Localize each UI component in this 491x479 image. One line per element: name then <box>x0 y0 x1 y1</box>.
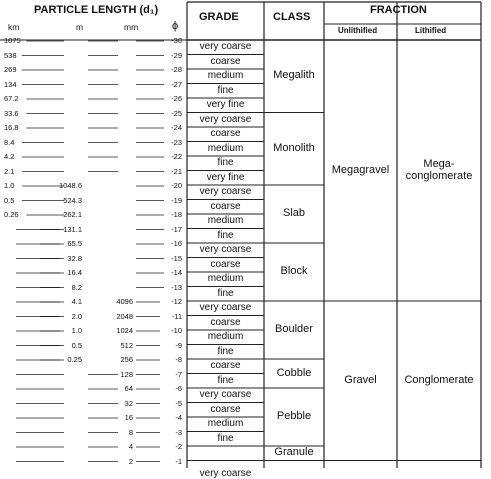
phi-value: -2 <box>175 442 182 451</box>
mm-value: 4096 <box>116 297 133 306</box>
class-cell: Boulder <box>275 323 313 336</box>
fraction-header: FRACTION <box>370 4 427 16</box>
grade-cell: very fine <box>206 171 245 183</box>
grade-cell: medium <box>207 273 244 284</box>
unlithified-header: Unlithified <box>338 26 378 35</box>
phi-value: -15 <box>171 253 182 263</box>
grade-cell: fine <box>217 229 234 241</box>
phi-value: -11 <box>171 311 182 321</box>
phi-value: -19 <box>171 195 182 205</box>
km-value: 1.0 <box>4 181 15 190</box>
mm-value: 32 <box>124 398 133 408</box>
phi-value: -5 <box>175 398 182 408</box>
grade-cell: medium <box>207 142 244 154</box>
unit-phi: ϕ <box>172 20 179 32</box>
phi-value: -9 <box>175 340 182 350</box>
phi-value: -23 <box>171 137 182 147</box>
mm-value: 1024 <box>116 326 133 335</box>
phi-value: -13 <box>171 282 182 292</box>
m-value: 32.8 <box>67 253 82 263</box>
phi-value: -29 <box>171 50 182 60</box>
grade-cell: coarse <box>210 55 241 67</box>
m-value: 16.4 <box>67 268 82 277</box>
grade-cell: coarse <box>210 403 241 415</box>
grade-cell: very fine <box>206 99 245 110</box>
phi-value: -16 <box>171 239 182 248</box>
class-cell: Block <box>280 265 308 278</box>
mm-value: 64 <box>124 384 133 393</box>
class-cell: Granule <box>274 446 314 459</box>
unlithified-cell: Gravel <box>344 373 377 386</box>
phi-value: -6 <box>175 384 182 393</box>
grade-cell: coarse <box>210 258 241 270</box>
mm-value: 128 <box>120 369 133 379</box>
grade-cell: medium <box>207 215 244 226</box>
grade-cell: fine <box>217 374 234 386</box>
class-cell: Megalith <box>273 69 315 82</box>
grade-cell: fine <box>217 432 234 444</box>
lithified-header: Lithified <box>415 26 447 35</box>
phi-value: -27 <box>171 79 182 89</box>
phi-value: -1 <box>175 456 182 466</box>
mm-value: 16 <box>124 413 133 422</box>
grade-cell: medium <box>207 70 244 81</box>
m-value: 2.0 <box>71 311 82 321</box>
grade-cell: very coarse <box>199 244 252 255</box>
km-value: 16.8 <box>4 123 19 132</box>
phi-value: -7 <box>175 369 182 379</box>
m-value: 65.5 <box>67 239 82 248</box>
phi-value: -10 <box>171 326 182 335</box>
km-value: 538 <box>4 50 17 60</box>
phi-value: -8 <box>175 355 182 364</box>
phi-value: -17 <box>171 224 182 234</box>
mm-value: 256 <box>120 355 133 364</box>
km-value: 4.2 <box>4 152 15 161</box>
phi-value: -21 <box>171 166 182 176</box>
phi-value: -12 <box>171 297 182 306</box>
lithified-cell: Mega- conglomerate <box>405 157 473 182</box>
mm-value: 8 <box>128 427 133 437</box>
particle-length-header: PARTICLE LENGTH (d₁) <box>34 4 159 16</box>
phi-value: -22 <box>171 152 182 161</box>
unit-km: km <box>8 22 20 32</box>
phi-value: -28 <box>171 65 182 74</box>
phi-value: -25 <box>171 108 182 118</box>
grade-cell: very coarse <box>199 186 252 197</box>
grade-cell: coarse <box>210 128 241 139</box>
km-value: 134 <box>4 79 17 89</box>
grade-cell: fine <box>217 345 234 357</box>
phi-value: -24 <box>171 123 182 132</box>
km-value: 1075 <box>4 36 21 45</box>
grade-cell-partial: very coarse <box>199 468 252 479</box>
grade-cell: medium <box>207 331 244 342</box>
km-value: 0.26 <box>4 210 19 219</box>
mm-value: 4 <box>128 442 133 451</box>
phi-value: -30 <box>171 36 182 45</box>
mm-value: 512 <box>120 340 133 350</box>
phi-value: -14 <box>171 268 182 277</box>
m-value: 4.1 <box>71 297 82 306</box>
phi-value: -3 <box>175 427 182 437</box>
m-value: 0.25 <box>67 355 82 364</box>
km-value: 2.1 <box>4 166 15 176</box>
lithified-cell: Conglomerate <box>404 373 474 386</box>
km-value: 0.5 <box>4 195 15 205</box>
grade-cell: fine <box>217 287 234 299</box>
grade-cell: fine <box>217 84 234 96</box>
grade-cell: medium <box>207 418 244 429</box>
unlithified-cell: Megagravel <box>331 163 390 176</box>
unit-mm: mm <box>124 22 139 32</box>
m-value: 1.0 <box>71 326 82 335</box>
grade-cell: very coarse <box>199 389 252 400</box>
m-value: 131.1 <box>63 224 82 234</box>
m-value: 524.3 <box>63 195 82 205</box>
unit-m: m <box>76 22 84 32</box>
class-cell: Cobble <box>276 366 312 379</box>
grade-cell: very coarse <box>199 302 252 313</box>
class-header: CLASS <box>273 11 311 23</box>
mm-value: 2048 <box>116 311 133 321</box>
class-cell: Slab <box>282 207 306 220</box>
phi-value: -4 <box>175 413 182 422</box>
phi-value: -26 <box>171 94 182 103</box>
m-value: 0.5 <box>71 340 82 350</box>
km-value: 269 <box>4 65 17 74</box>
km-value: 8.4 <box>4 137 15 147</box>
class-cell: Monolith <box>273 141 315 154</box>
grade-cell: coarse <box>210 316 241 328</box>
grade-cell: very coarse <box>199 113 252 125</box>
grade-header: GRADE <box>199 11 239 23</box>
mm-value: 2 <box>128 456 133 466</box>
grade-cell: very coarse <box>199 41 252 52</box>
phi-value: -20 <box>171 181 182 190</box>
m-value: 262.1 <box>63 210 82 219</box>
km-value: 33.6 <box>4 108 19 118</box>
class-cell: Pebble <box>276 410 312 423</box>
phi-value: -18 <box>171 210 182 219</box>
km-value: 67.2 <box>4 94 19 103</box>
grade-cell: coarse <box>210 360 241 371</box>
grade-cell: coarse <box>210 200 241 212</box>
m-value: 8.2 <box>71 282 82 292</box>
m-value: 1048.6 <box>59 181 82 190</box>
grade-cell: fine <box>217 157 234 168</box>
